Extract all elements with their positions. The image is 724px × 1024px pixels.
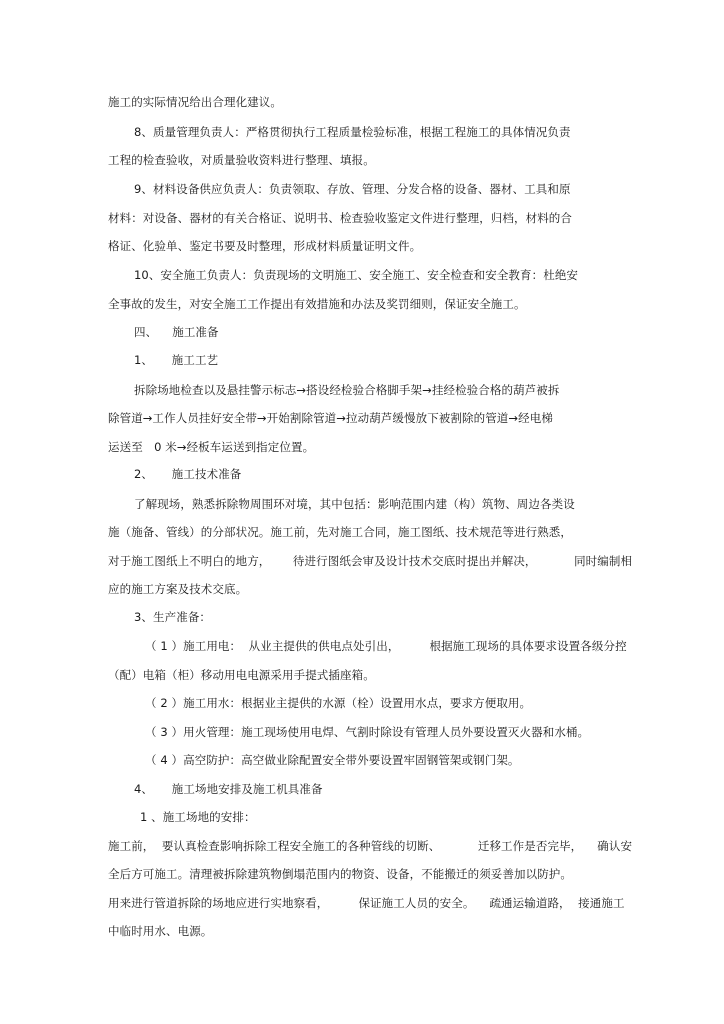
text-line-2: 8、质量管理负责人：严格贯彻执行工程质量检验标准，根据工程施工的具体情况负责 [134, 125, 571, 139]
text-line-27: 施工前， 要认真检查影响拆除工程安全施工的各种管线的切断、 迁移工作是否完毕， 确认安 [108, 839, 633, 853]
list-item-fire: （ 3 ）用火管理：施工现场使用电焊、气割时除设有管理人员外要设置灭火器和水桶。 [145, 725, 590, 739]
subheading-4: 4、 施工场地安排及施工机具准备 [134, 782, 323, 796]
text-line-12: 除管道→工作人员挂好安全带→开始割除管道→拉动葫芦缓慢放下被割除的管道→经电梯 [108, 411, 553, 425]
subheading-1: 1、 施工工艺 [134, 353, 219, 367]
text-line-8: 全事故的发生，对安全施工工作提出有效措施和办法及奖罚细则，保证安全施工。 [108, 297, 526, 311]
text-line-1: 施工的实际情况给出合理化建议。 [108, 95, 282, 109]
subheading-2: 2、 施工技术准备 [134, 467, 242, 481]
text-line-5: 材料：对设备、器材的有关合格证、说明书、检查验收鉴定文件进行整理，归档，材料的合 [108, 211, 572, 225]
text-line-13: 运送至 0 米→经板车运送到指定位置。 [108, 440, 315, 454]
text-line-6: 格证、化验单、鉴定书要及时整理，形成材料质量证明文件。 [108, 239, 422, 253]
text-line-15: 了解现场，熟悉拆除物周围环对境，其中包括：影响范围内建（构）筑物、周边各类设 [134, 497, 575, 511]
text-line-21: （配）电箱（柜）移动用电电源采用手提式插座箱。 [108, 668, 375, 682]
text-line-7: 10、安全施工负责人：负责现场的文明施工、安全施工、安全检查和安全教育：杜绝安 [134, 268, 579, 282]
list-item-power: （ 1 ）施工用电： 从业主提供的供电点处引出， 根据施工现场的具体要求设置各级分控 [145, 639, 627, 653]
text-line-16: 施（施备、管线）的分部状况。施工前，先对施工合同，施工图纸、技术规范等进行熟悉， [108, 525, 572, 539]
subheading-4-1: 1 、施工场地的安排： [140, 810, 256, 824]
section-heading-4: 四、 施工准备 [134, 325, 219, 339]
list-item-height: （ 4 ）高空防护：高空做业除配置安全带外要设置牢固钢管架或钢门架。 [145, 753, 520, 767]
list-item-water: （ 2 ）施工用水：根据业主提供的水源（栓）设置用水点，要求方便取用。 [145, 696, 532, 710]
text-line-3: 工程的检查验收，对质量验收资料进行整理、填报。 [108, 153, 375, 167]
text-line-18: 应的施工方案及技术交底。 [108, 582, 248, 596]
text-line-17: 对于施工图纸上不明白的地方， 待进行图纸会审及设计技术交底时提出并解决， 同时编制相 [108, 554, 633, 568]
text-line-29: 用来进行管道拆除的场地应进行实地察看， 保证施工人员的安全。 疏通运输道路， 接通施工 [108, 896, 625, 910]
text-line-11: 拆除场地检查以及悬挂警示标志→搭设经检验合格脚手架→挂经检验合格的葫芦被拆 [134, 383, 560, 397]
text-line-30: 中临时用水、电源。 [108, 924, 213, 938]
text-line-4: 9、材料设备供应负责人：负责领取、存放、管理、分发合格的设备、器材、工具和原 [134, 182, 571, 196]
subheading-3: 3、生产准备： [134, 610, 212, 624]
text-line-28: 全后方可施工。清理被拆除建筑物倒塌范围内的物资、设备，不能搬迁的须妥善加以防护。 [108, 867, 572, 881]
